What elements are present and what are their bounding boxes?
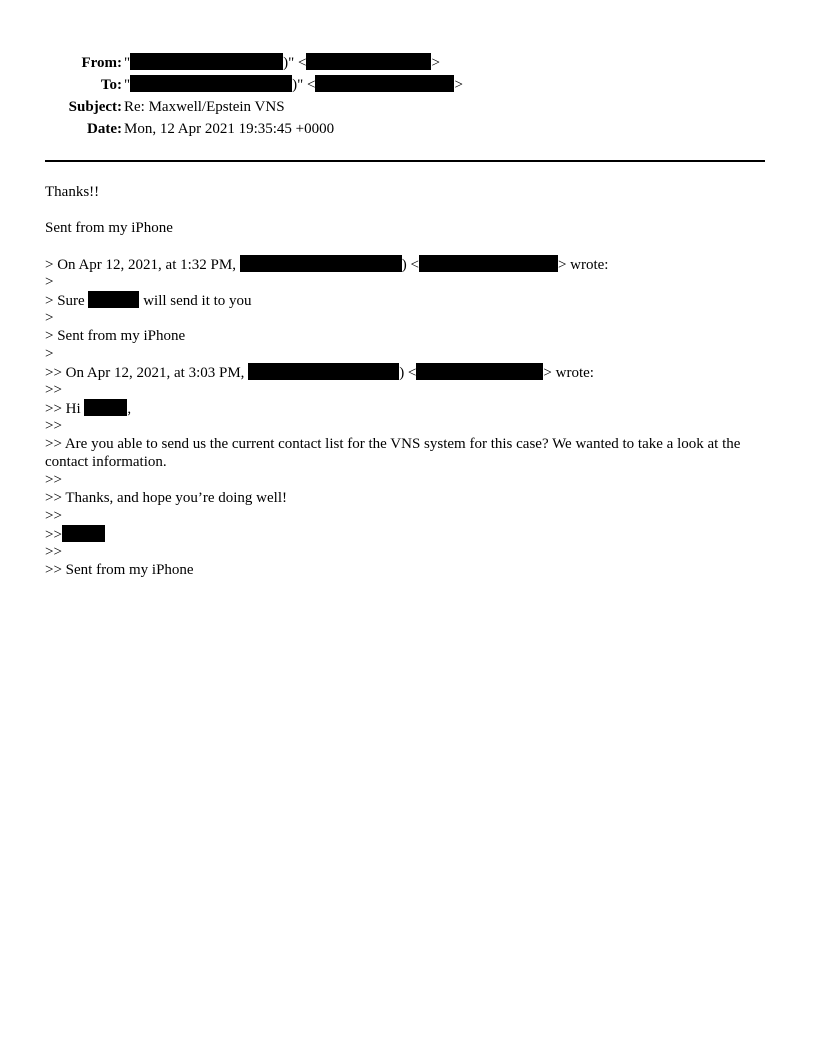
quote-line	[45, 291, 769, 310]
from-row	[0, 53, 816, 73]
redaction-block	[416, 363, 543, 380]
to-label: To:	[100, 77, 122, 93]
quote-header-sep: ) <	[401, 257, 419, 273]
redaction-block	[88, 291, 139, 308]
from-value: " )" < >	[124, 55, 440, 71]
quote-line: >>	[45, 544, 62, 560]
quote-line: >>	[45, 508, 62, 524]
quote-text: ,	[127, 401, 132, 417]
redaction-block	[419, 255, 558, 272]
from-label: From:	[81, 55, 122, 71]
quote-header-text: > On Apr 12, 2021, at 1:32 PM,	[45, 257, 236, 273]
redaction-block	[62, 525, 105, 542]
quote-line: > Sent from my iPhone	[45, 328, 186, 344]
body-line: Sent from my iPhone	[45, 220, 173, 236]
subject-value: Re: Maxwell/Epstein VNS	[124, 99, 285, 115]
quote-header-wrote: > wrote:	[557, 257, 609, 273]
to-value: " )" < >	[124, 77, 463, 93]
quote-header-sep: ) <	[399, 365, 417, 381]
redaction-block	[306, 53, 431, 70]
subject-row	[0, 97, 816, 117]
quote-text: will send it to you	[143, 293, 252, 309]
quote-line: >>	[45, 418, 62, 434]
quote-line: >> Thanks, and hope you’re doing well!	[45, 490, 288, 506]
quote-line: >>	[45, 472, 62, 488]
quote-text: >> Hi	[45, 401, 81, 417]
redaction-block	[240, 255, 402, 272]
body-line: Thanks!!	[45, 184, 100, 200]
quote-line	[45, 525, 769, 544]
quote-line	[45, 399, 769, 418]
quote-header-line	[45, 363, 769, 382]
quote-text: > Sure	[45, 293, 85, 309]
quote-line: >> Are you able to send us the current contact list for the VNS system for this case? We wanted to take a look at the contact information.	[45, 436, 741, 470]
subject-label: Subject:	[68, 99, 122, 115]
redaction-block	[315, 75, 454, 92]
date-row	[0, 119, 816, 139]
date-label: Date:	[87, 121, 122, 137]
redaction-block	[130, 75, 292, 92]
redaction-block	[84, 399, 127, 416]
to-row	[0, 75, 816, 95]
header-divider	[45, 160, 765, 162]
quote-text: >>	[45, 527, 62, 543]
quote-header-line	[45, 255, 769, 274]
quote-line: >>	[45, 382, 62, 398]
quote-line: >	[45, 310, 54, 326]
quote-line: >	[45, 346, 54, 362]
quote-line: >> Sent from my iPhone	[45, 562, 194, 578]
quote-header-text: >> On Apr 12, 2021, at 3:03 PM,	[45, 365, 245, 381]
date-value: Mon, 12 Apr 2021 19:35:45 +0000	[124, 121, 335, 137]
redaction-block	[130, 53, 283, 70]
quote-header-wrote: > wrote:	[543, 365, 594, 381]
redaction-block	[248, 363, 399, 380]
quote-line: >	[45, 274, 54, 290]
